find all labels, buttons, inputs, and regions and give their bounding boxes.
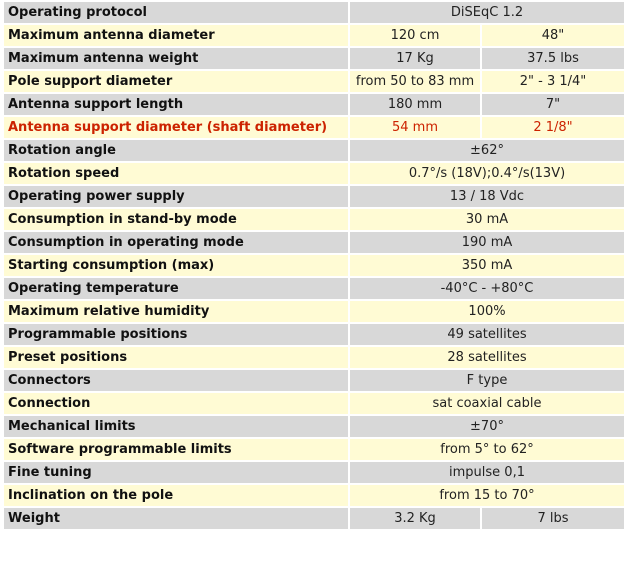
- spec-value: 30 mA: [350, 209, 624, 230]
- spec-label: Preset positions: [4, 347, 348, 368]
- spec-value: DiSEqC 1.2: [350, 2, 624, 23]
- spec-row: [4, 370, 624, 391]
- spec-value: ±62°: [350, 140, 624, 161]
- spec-row: [4, 140, 624, 161]
- spec-label: Connection: [4, 393, 348, 414]
- spec-value-metric: from 50 to 83 mm: [350, 71, 480, 92]
- spec-value-metric: 3.2 Kg: [350, 508, 480, 529]
- spec-label: Pole support diameter: [4, 71, 348, 92]
- spec-value: 0.7°/s (18V);0.4°/s(13V): [350, 163, 624, 184]
- spec-label: Software programmable limits: [4, 439, 348, 460]
- spec-row: [4, 186, 624, 207]
- spec-label: Programmable positions: [4, 324, 348, 345]
- spec-row: [4, 439, 624, 460]
- spec-label: Operating power supply: [4, 186, 348, 207]
- spec-row: [4, 232, 624, 253]
- spec-value: from 5° to 62°: [350, 439, 624, 460]
- spec-value: 350 mA: [350, 255, 624, 276]
- specifications-table: [2, 0, 626, 531]
- spec-row: [4, 94, 624, 115]
- spec-value: 100%: [350, 301, 624, 322]
- spec-row: [4, 117, 624, 138]
- spec-row: [4, 255, 624, 276]
- specifications-table-body: [4, 2, 624, 529]
- spec-row: [4, 485, 624, 506]
- spec-value: 190 mA: [350, 232, 624, 253]
- spec-label: Inclination on the pole: [4, 485, 348, 506]
- spec-label: Mechanical limits: [4, 416, 348, 437]
- spec-row: [4, 324, 624, 345]
- spec-label: Fine tuning: [4, 462, 348, 483]
- spec-label: Maximum relative humidity: [4, 301, 348, 322]
- spec-value-imperial: 2 1/8": [482, 117, 624, 138]
- spec-row: [4, 416, 624, 437]
- spec-row: [4, 508, 624, 529]
- spec-value-metric: 54 mm: [350, 117, 480, 138]
- spec-value-metric: 180 mm: [350, 94, 480, 115]
- spec-row: [4, 347, 624, 368]
- spec-row: [4, 71, 624, 92]
- spec-value: 28 satellites: [350, 347, 624, 368]
- spec-value-imperial: 37.5 lbs: [482, 48, 624, 69]
- spec-value-imperial: 7": [482, 94, 624, 115]
- spec-label: Antenna support length: [4, 94, 348, 115]
- spec-label: Starting consumption (max): [4, 255, 348, 276]
- spec-label: Rotation angle: [4, 140, 348, 161]
- spec-row: [4, 393, 624, 414]
- spec-value: sat coaxial cable: [350, 393, 624, 414]
- spec-label: Consumption in stand-by mode: [4, 209, 348, 230]
- spec-row: [4, 462, 624, 483]
- spec-label: Weight: [4, 508, 348, 529]
- spec-label: Operating protocol: [4, 2, 348, 23]
- spec-value: from 15 to 70°: [350, 485, 624, 506]
- spec-label: Antenna support diameter (shaft diameter): [4, 117, 348, 138]
- spec-row: [4, 301, 624, 322]
- spec-label: Consumption in operating mode: [4, 232, 348, 253]
- spec-row: [4, 209, 624, 230]
- spec-label: Operating temperature: [4, 278, 348, 299]
- spec-value: -40°C - +80°C: [350, 278, 624, 299]
- spec-label: Rotation speed: [4, 163, 348, 184]
- spec-row: [4, 48, 624, 69]
- spec-value: impulse 0,1: [350, 462, 624, 483]
- spec-value: 49 satellites: [350, 324, 624, 345]
- spec-row: [4, 278, 624, 299]
- spec-value: F type: [350, 370, 624, 391]
- spec-value-imperial: 48": [482, 25, 624, 46]
- spec-label: Maximum antenna diameter: [4, 25, 348, 46]
- spec-value: ±70°: [350, 416, 624, 437]
- spec-value: 13 / 18 Vdc: [350, 186, 624, 207]
- spec-row: [4, 2, 624, 23]
- spec-row: [4, 163, 624, 184]
- spec-value-imperial: 7 lbs: [482, 508, 624, 529]
- spec-value-metric: 120 cm: [350, 25, 480, 46]
- spec-value-imperial: 2" - 3 1/4": [482, 71, 624, 92]
- spec-label: Maximum antenna weight: [4, 48, 348, 69]
- spec-label: Connectors: [4, 370, 348, 391]
- spec-row: [4, 25, 624, 46]
- spec-value-metric: 17 Kg: [350, 48, 480, 69]
